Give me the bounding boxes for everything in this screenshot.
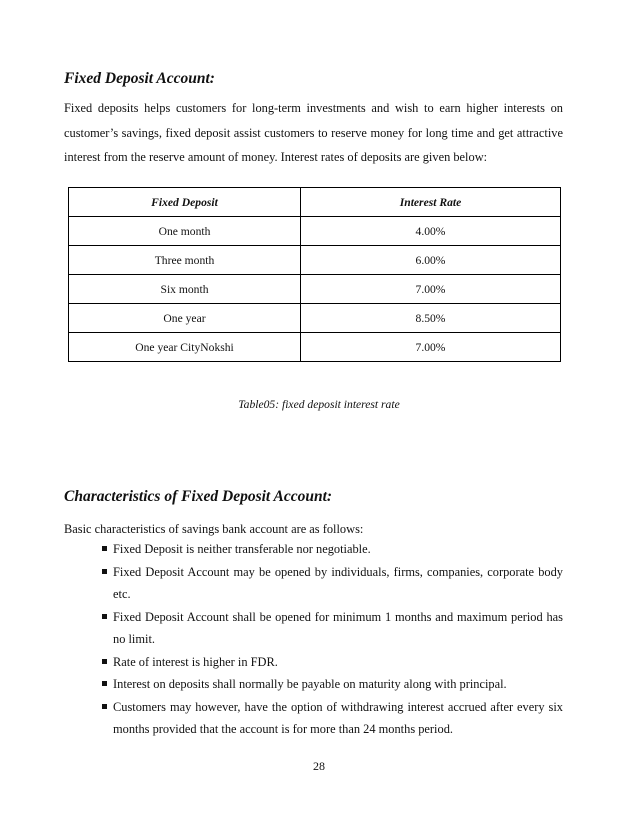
bullet-icon [102,704,107,709]
list-item [102,651,563,674]
cell-term: One year [69,304,301,333]
cell-term: One year CityNokshi [69,333,301,362]
characteristics-heading: Characteristics of Fixed Deposit Account: [64,488,333,505]
list-item-text: Fixed Deposit Account shall be opened for minimum 1 months and maximum period has no limit. [113,609,563,646]
cell-term: One month [69,217,301,246]
table-row [69,246,561,275]
table-header-row [69,188,561,217]
page-number: 28 [313,759,325,773]
table-row [69,275,561,304]
list-item [102,538,563,561]
table-row [69,217,561,246]
list-item-text: Fixed Deposit is neither transferable nor negotiable. [113,542,371,556]
bullet-icon [102,681,107,686]
table-caption: Table05: fixed deposit interest rate [238,398,400,411]
cell-rate: 7.00% [301,275,561,304]
list-item [102,696,563,741]
list-item-text: Interest on deposits shall normally be payable on maturity along with principal. [113,677,507,691]
cell-rate: 6.00% [301,246,561,275]
table-row [69,304,561,333]
cell-rate: 8.50% [301,304,561,333]
cell-term: Three month [69,246,301,275]
list-item-text: Rate of interest is higher in FDR. [113,654,278,669]
fixed-deposit-paragraph: Fixed deposits helps customers for long-term investments and wish to earn higher interests on customer’s savings, fixed deposit assist customers to reserve money for long time and get attractive interest from the reserve amount of money. Interest rates of deposits are given below: [64,101,563,164]
list-item [102,606,563,651]
characteristics-intro: Basic characteristics of savings bank account are as follows: [64,522,364,536]
cell-rate: 4.00% [301,217,561,246]
characteristics-list [102,538,563,741]
list-item [102,673,563,696]
cell-term: Six month [69,275,301,304]
bullet-icon [102,659,107,664]
list-item-text: Fixed Deposit Account may be opened by individuals, firms, companies, corporate body etc. [113,564,563,601]
fixed-deposit-heading: Fixed Deposit Account: [64,70,215,87]
column-header-interest-rate: Interest Rate [301,188,561,217]
bullet-icon [102,614,107,619]
list-item [102,561,563,606]
cell-rate: 7.00% [301,333,561,362]
column-header-fixed-deposit: Fixed Deposit [69,188,301,217]
list-item-text: Customers may however, have the option of withdrawing interest accrued after every six months provided that the account is for more than 24 months period. [113,699,563,736]
bullet-icon [102,569,107,574]
table-row [69,333,561,362]
interest-rate-table [68,187,561,362]
bullet-icon [102,546,107,551]
